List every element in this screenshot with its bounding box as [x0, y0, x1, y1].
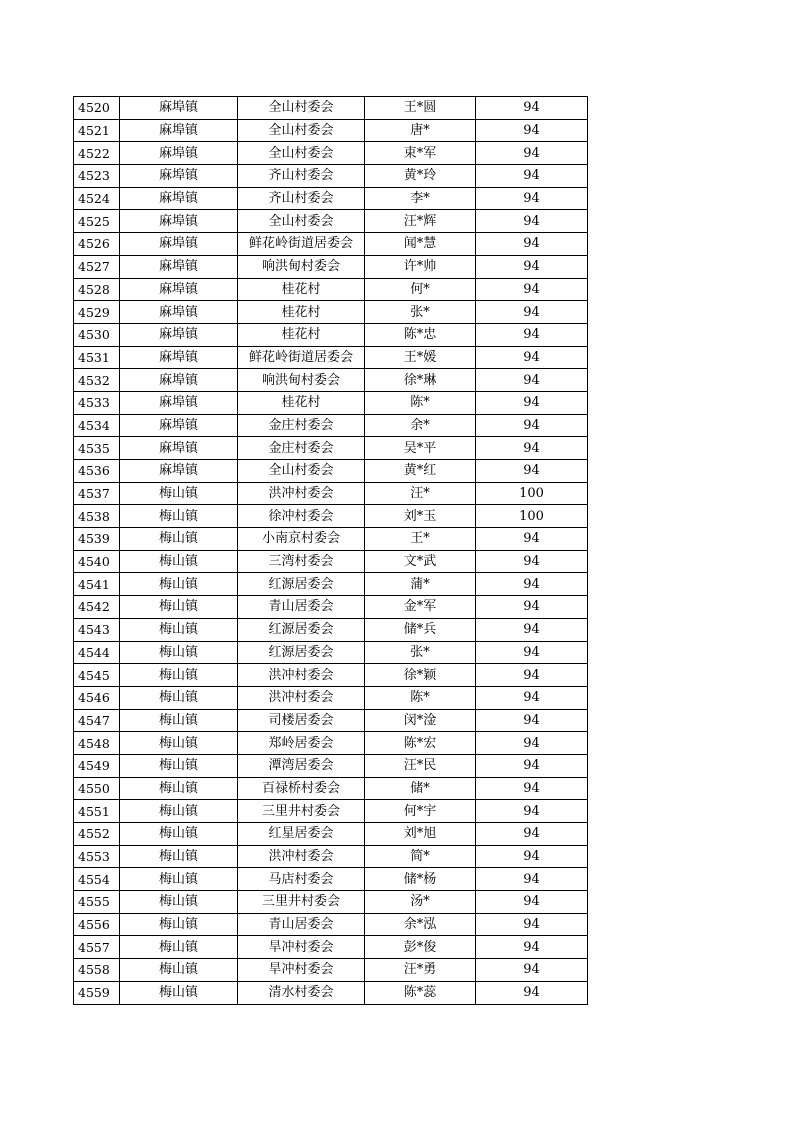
score-cell: 94: [476, 664, 588, 687]
person-name-cell: 徐*琳: [365, 369, 476, 392]
village-cell: 桂花村: [238, 323, 365, 346]
town-cell: 梅山镇: [120, 868, 238, 891]
person-name-cell: 陈*: [365, 391, 476, 414]
village-cell: 清水村委会: [238, 981, 365, 1004]
score-cell: 94: [476, 754, 588, 777]
row-number-cell: 4539: [74, 528, 120, 551]
village-cell: 全山村委会: [238, 142, 365, 165]
village-cell: 齐山村委会: [238, 187, 365, 210]
village-cell: 响洪甸村委会: [238, 255, 365, 278]
row-number-cell: 4559: [74, 981, 120, 1004]
town-cell: 梅山镇: [120, 800, 238, 823]
village-cell: 桂花村: [238, 391, 365, 414]
score-cell: 94: [476, 777, 588, 800]
town-cell: 梅山镇: [120, 664, 238, 687]
village-cell: 洪冲村委会: [238, 686, 365, 709]
village-cell: 司楼居委会: [238, 709, 365, 732]
village-cell: 桂花村: [238, 301, 365, 324]
table-row: [74, 573, 588, 596]
score-cell: 94: [476, 868, 588, 891]
town-cell: 麻埠镇: [120, 301, 238, 324]
score-cell: 94: [476, 550, 588, 573]
table-row: [74, 891, 588, 914]
person-name-cell: 闵*淦: [365, 709, 476, 732]
row-number-cell: 4533: [74, 391, 120, 414]
town-cell: 麻埠镇: [120, 210, 238, 233]
records-table: [73, 96, 588, 1005]
row-number-cell: 4551: [74, 800, 120, 823]
table-row: [74, 550, 588, 573]
score-cell: 94: [476, 369, 588, 392]
village-cell: 响洪甸村委会: [238, 369, 365, 392]
score-cell: 94: [476, 323, 588, 346]
row-number-cell: 4522: [74, 142, 120, 165]
score-cell: 94: [476, 981, 588, 1004]
person-name-cell: 刘*旭: [365, 823, 476, 846]
table-row: [74, 913, 588, 936]
person-name-cell: 储*杨: [365, 868, 476, 891]
village-cell: 三里井村委会: [238, 800, 365, 823]
village-cell: 红源居委会: [238, 618, 365, 641]
village-cell: 金庄村委会: [238, 414, 365, 437]
row-number-cell: 4552: [74, 823, 120, 846]
person-name-cell: 束*军: [365, 142, 476, 165]
table-row: [74, 323, 588, 346]
person-name-cell: 徐*颖: [365, 664, 476, 687]
person-name-cell: 简*: [365, 845, 476, 868]
person-name-cell: 汤*: [365, 891, 476, 914]
score-cell: 94: [476, 823, 588, 846]
person-name-cell: 陈*蕊: [365, 981, 476, 1004]
row-number-cell: 4538: [74, 505, 120, 528]
row-number-cell: 4530: [74, 323, 120, 346]
score-cell: 94: [476, 573, 588, 596]
town-cell: 麻埠镇: [120, 437, 238, 460]
village-cell: 全山村委会: [238, 460, 365, 483]
town-cell: 梅山镇: [120, 959, 238, 982]
village-cell: 红星居委会: [238, 823, 365, 846]
person-name-cell: 汪*勇: [365, 959, 476, 982]
score-cell: 94: [476, 437, 588, 460]
town-cell: 梅山镇: [120, 686, 238, 709]
score-cell: 94: [476, 596, 588, 619]
town-cell: 麻埠镇: [120, 97, 238, 120]
score-cell: 94: [476, 891, 588, 914]
table-row: [74, 119, 588, 142]
score-cell: 94: [476, 165, 588, 188]
table-row: [74, 233, 588, 256]
table-row: [74, 414, 588, 437]
village-cell: 潭湾居委会: [238, 754, 365, 777]
score-cell: 94: [476, 618, 588, 641]
table-row: [74, 686, 588, 709]
score-cell: 94: [476, 346, 588, 369]
village-cell: 小南京村委会: [238, 528, 365, 551]
town-cell: 麻埠镇: [120, 346, 238, 369]
village-cell: 三里井村委会: [238, 891, 365, 914]
table-row: [74, 618, 588, 641]
row-number-cell: 4541: [74, 573, 120, 596]
person-name-cell: 张*: [365, 301, 476, 324]
person-name-cell: 黄*红: [365, 460, 476, 483]
town-cell: 梅山镇: [120, 981, 238, 1004]
town-cell: 梅山镇: [120, 754, 238, 777]
person-name-cell: 何*: [365, 278, 476, 301]
village-cell: 洪冲村委会: [238, 482, 365, 505]
score-cell: 100: [476, 505, 588, 528]
person-name-cell: 王*媛: [365, 346, 476, 369]
table-row: [74, 210, 588, 233]
town-cell: 麻埠镇: [120, 165, 238, 188]
town-cell: 梅山镇: [120, 913, 238, 936]
town-cell: 麻埠镇: [120, 187, 238, 210]
person-name-cell: 储*: [365, 777, 476, 800]
table-row: [74, 732, 588, 755]
village-cell: 洪冲村委会: [238, 845, 365, 868]
village-cell: 马店村委会: [238, 868, 365, 891]
town-cell: 麻埠镇: [120, 278, 238, 301]
town-cell: 梅山镇: [120, 618, 238, 641]
town-cell: 麻埠镇: [120, 142, 238, 165]
village-cell: 徐冲村委会: [238, 505, 365, 528]
person-name-cell: 金*军: [365, 596, 476, 619]
row-number-cell: 4550: [74, 777, 120, 800]
village-cell: 三湾村委会: [238, 550, 365, 573]
records-table-body: [74, 97, 588, 1005]
village-cell: 郑岭居委会: [238, 732, 365, 755]
row-number-cell: 4557: [74, 936, 120, 959]
town-cell: 梅山镇: [120, 505, 238, 528]
row-number-cell: 4524: [74, 187, 120, 210]
table-row: [74, 845, 588, 868]
table-row: [74, 641, 588, 664]
town-cell: 麻埠镇: [120, 414, 238, 437]
village-cell: 鲜花岭街道居委会: [238, 233, 365, 256]
table-row: [74, 391, 588, 414]
town-cell: 梅山镇: [120, 891, 238, 914]
score-cell: 94: [476, 255, 588, 278]
table-row: [74, 142, 588, 165]
village-cell: 齐山村委会: [238, 165, 365, 188]
row-number-cell: 4525: [74, 210, 120, 233]
table-row: [74, 596, 588, 619]
table-row: [74, 709, 588, 732]
town-cell: 麻埠镇: [120, 460, 238, 483]
row-number-cell: 4536: [74, 460, 120, 483]
town-cell: 梅山镇: [120, 528, 238, 551]
town-cell: 梅山镇: [120, 641, 238, 664]
person-name-cell: 余*泓: [365, 913, 476, 936]
row-number-cell: 4546: [74, 686, 120, 709]
score-cell: 94: [476, 936, 588, 959]
row-number-cell: 4523: [74, 165, 120, 188]
row-number-cell: 4555: [74, 891, 120, 914]
row-number-cell: 4528: [74, 278, 120, 301]
town-cell: 梅山镇: [120, 709, 238, 732]
row-number-cell: 4531: [74, 346, 120, 369]
person-name-cell: 王*圆: [365, 97, 476, 120]
table-row: [74, 437, 588, 460]
village-cell: 旱冲村委会: [238, 959, 365, 982]
table-row: [74, 278, 588, 301]
village-cell: 红源居委会: [238, 641, 365, 664]
row-number-cell: 4558: [74, 959, 120, 982]
person-name-cell: 文*武: [365, 550, 476, 573]
table-row: [74, 97, 588, 120]
village-cell: 鲜花岭街道居委会: [238, 346, 365, 369]
village-cell: 旱冲村委会: [238, 936, 365, 959]
score-cell: 94: [476, 187, 588, 210]
village-cell: 桂花村: [238, 278, 365, 301]
row-number-cell: 4554: [74, 868, 120, 891]
table-row: [74, 959, 588, 982]
score-cell: 94: [476, 119, 588, 142]
score-cell: 94: [476, 278, 588, 301]
town-cell: 梅山镇: [120, 550, 238, 573]
town-cell: 麻埠镇: [120, 255, 238, 278]
town-cell: 麻埠镇: [120, 369, 238, 392]
table-row: [74, 664, 588, 687]
score-cell: 94: [476, 913, 588, 936]
town-cell: 麻埠镇: [120, 323, 238, 346]
row-number-cell: 4540: [74, 550, 120, 573]
row-number-cell: 4543: [74, 618, 120, 641]
table-row: [74, 255, 588, 278]
score-cell: 94: [476, 97, 588, 120]
row-number-cell: 4527: [74, 255, 120, 278]
person-name-cell: 刘*玉: [365, 505, 476, 528]
score-cell: 94: [476, 959, 588, 982]
town-cell: 梅山镇: [120, 777, 238, 800]
score-cell: 100: [476, 482, 588, 505]
village-cell: 金庄村委会: [238, 437, 365, 460]
person-name-cell: 陈*: [365, 686, 476, 709]
row-number-cell: 4526: [74, 233, 120, 256]
person-name-cell: 汪*民: [365, 754, 476, 777]
row-number-cell: 4532: [74, 369, 120, 392]
person-name-cell: 汪*辉: [365, 210, 476, 233]
table-row: [74, 528, 588, 551]
score-cell: 94: [476, 301, 588, 324]
person-name-cell: 王*: [365, 528, 476, 551]
table-row: [74, 301, 588, 324]
row-number-cell: 4537: [74, 482, 120, 505]
village-cell: 全山村委会: [238, 119, 365, 142]
table-row: [74, 165, 588, 188]
row-number-cell: 4553: [74, 845, 120, 868]
town-cell: 麻埠镇: [120, 119, 238, 142]
row-number-cell: 4542: [74, 596, 120, 619]
person-name-cell: 张*: [365, 641, 476, 664]
person-name-cell: 汪*: [365, 482, 476, 505]
town-cell: 梅山镇: [120, 573, 238, 596]
score-cell: 94: [476, 210, 588, 233]
person-name-cell: 唐*: [365, 119, 476, 142]
person-name-cell: 彭*俊: [365, 936, 476, 959]
score-cell: 94: [476, 732, 588, 755]
table-row: [74, 777, 588, 800]
village-cell: 红源居委会: [238, 573, 365, 596]
village-cell: 洪冲村委会: [238, 664, 365, 687]
table-row: [74, 823, 588, 846]
person-name-cell: 吴*平: [365, 437, 476, 460]
table-row: [74, 505, 588, 528]
row-number-cell: 4556: [74, 913, 120, 936]
score-cell: 94: [476, 709, 588, 732]
table-row: [74, 346, 588, 369]
village-cell: 全山村委会: [238, 97, 365, 120]
town-cell: 麻埠镇: [120, 233, 238, 256]
row-number-cell: 4544: [74, 641, 120, 664]
table-row: [74, 868, 588, 891]
score-cell: 94: [476, 414, 588, 437]
village-cell: 百禄桥村委会: [238, 777, 365, 800]
table-row: [74, 482, 588, 505]
score-cell: 94: [476, 528, 588, 551]
score-cell: 94: [476, 686, 588, 709]
person-name-cell: 李*: [365, 187, 476, 210]
person-name-cell: 储*兵: [365, 618, 476, 641]
table-row: [74, 754, 588, 777]
score-cell: 94: [476, 800, 588, 823]
score-cell: 94: [476, 460, 588, 483]
person-name-cell: 许*帅: [365, 255, 476, 278]
score-cell: 94: [476, 233, 588, 256]
table-row: [74, 187, 588, 210]
town-cell: 梅山镇: [120, 936, 238, 959]
person-name-cell: 蒲*: [365, 573, 476, 596]
row-number-cell: 4534: [74, 414, 120, 437]
table-row: [74, 981, 588, 1004]
table-row: [74, 460, 588, 483]
person-name-cell: 何*宇: [365, 800, 476, 823]
row-number-cell: 4545: [74, 664, 120, 687]
person-name-cell: 闻*慧: [365, 233, 476, 256]
village-cell: 青山居委会: [238, 596, 365, 619]
table-row: [74, 800, 588, 823]
row-number-cell: 4529: [74, 301, 120, 324]
village-cell: 全山村委会: [238, 210, 365, 233]
village-cell: 青山居委会: [238, 913, 365, 936]
person-name-cell: 陈*宏: [365, 732, 476, 755]
table-row: [74, 936, 588, 959]
score-cell: 94: [476, 142, 588, 165]
score-cell: 94: [476, 641, 588, 664]
person-name-cell: 陈*忠: [365, 323, 476, 346]
town-cell: 梅山镇: [120, 732, 238, 755]
row-number-cell: 4547: [74, 709, 120, 732]
person-name-cell: 余*: [365, 414, 476, 437]
row-number-cell: 4548: [74, 732, 120, 755]
person-name-cell: 黄*玲: [365, 165, 476, 188]
row-number-cell: 4521: [74, 119, 120, 142]
table-row: [74, 369, 588, 392]
town-cell: 梅山镇: [120, 596, 238, 619]
score-cell: 94: [476, 845, 588, 868]
score-cell: 94: [476, 391, 588, 414]
town-cell: 梅山镇: [120, 845, 238, 868]
row-number-cell: 4549: [74, 754, 120, 777]
town-cell: 梅山镇: [120, 823, 238, 846]
row-number-cell: 4535: [74, 437, 120, 460]
town-cell: 麻埠镇: [120, 391, 238, 414]
town-cell: 梅山镇: [120, 482, 238, 505]
row-number-cell: 4520: [74, 97, 120, 120]
